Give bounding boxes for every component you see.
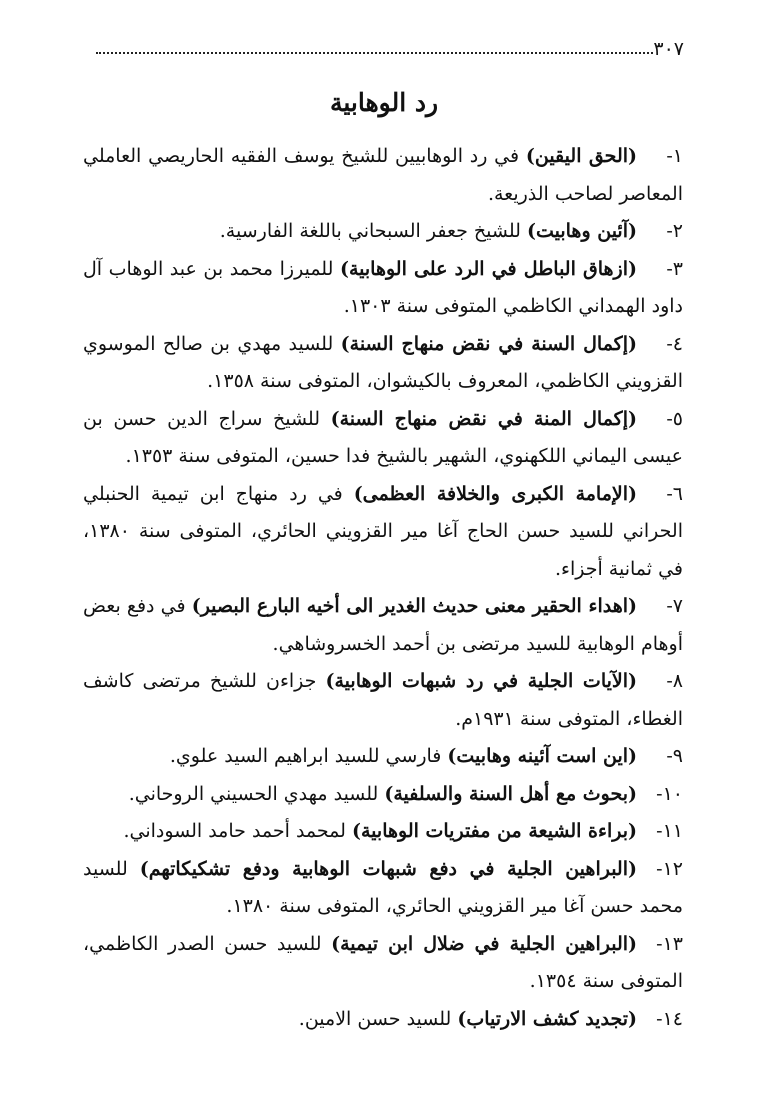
bibliography-entry bbox=[83, 926, 683, 1001]
entry-number: ١٣- bbox=[656, 932, 684, 955]
entry-book-title: (البراهين الجلية في دفع شبهات الوهابية ودفع تشكيكاتهم) bbox=[139, 857, 637, 880]
entry-description: في دفع بعض أوهام الوهابية للسيد مرتضى بن أحمد الخسروشاهي. bbox=[83, 595, 683, 655]
entry-description: في رد الوهابيين للشيخ يوسف الفقيه الحاريصي العاملي المعاصر لصاحب الذريعة. bbox=[83, 145, 683, 205]
entry-number: ٤- bbox=[666, 332, 683, 355]
entry-description: للسيد محمد حسن آغا مير القزويني الحائري، المتوفى سنة ١٣٨٠. bbox=[83, 857, 683, 917]
entry-book-title: (الحق اليقين) bbox=[525, 145, 637, 167]
entry-number: ١٠- bbox=[656, 782, 683, 805]
entry-book-title: (تجديد كشف الارتياب) bbox=[457, 1007, 637, 1030]
header-dotted-rule bbox=[96, 52, 653, 54]
bibliography-list bbox=[83, 138, 683, 1038]
entry-number: ٦- bbox=[666, 482, 683, 505]
entry-description: لمحمد أحمد حامد السوداني. bbox=[123, 820, 352, 842]
entry-number: ٩- bbox=[666, 745, 683, 767]
bibliography-entry bbox=[83, 813, 683, 851]
entry-book-title: (الإمامة الكبرى والخلافة العظمى) bbox=[353, 482, 637, 505]
entry-book-title: (البراهين الجلية في ضلال ابن تيمية) bbox=[331, 932, 638, 955]
bibliography-entry bbox=[83, 326, 683, 401]
entry-book-title: (الآيات الجلية في رد شبهات الوهابية) bbox=[325, 670, 638, 692]
bibliography-entry bbox=[83, 1001, 683, 1039]
bibliography-entry bbox=[83, 588, 683, 663]
entry-description: للسيد مهدي بن صالح الموسوي القزويني الكاظمي، المعروف بالكيشوان، المتوفى سنة ١٣٥٨. bbox=[83, 332, 683, 392]
entry-description: في رد منهاج ابن تيمية الحنبلي الحراني للسيد حسن الحاج آغا مير القزويني الحائري، المتوفى سنة ١٣٨٠، في ثمانية أجزاء. bbox=[83, 482, 683, 580]
entry-description: للسيد حسن الامين. bbox=[298, 1007, 458, 1030]
entry-book-title: (آئين وهابيت) bbox=[526, 220, 637, 242]
page-header bbox=[84, 32, 684, 60]
bibliography-entry bbox=[83, 138, 683, 213]
entry-description: للسيد حسن الصدر الكاظمي، المتوفى سنة ١٣٥٤. bbox=[83, 932, 683, 992]
entry-book-title: (اين است آئينه وهابيت) bbox=[447, 745, 637, 767]
entry-book-title: (بحوث مع أهل السنة والسلفية) bbox=[384, 782, 637, 805]
entry-description: للشيخ جعفر السبحاني باللغة الفارسية. bbox=[219, 220, 527, 242]
entry-book-title: (اهداء الحقير معنى حديث الغدير الى أخيه البارع البصير) bbox=[191, 595, 637, 617]
bibliography-entry bbox=[83, 663, 683, 738]
entry-book-title: (إكمال المنة في نقض منهاج السنة) bbox=[330, 407, 637, 430]
entry-number: ٧- bbox=[666, 595, 683, 617]
entry-description: للسيد مهدي الحسيني الروحاني. bbox=[128, 782, 385, 805]
entry-number: ٥- bbox=[666, 407, 683, 430]
entry-number: ٣- bbox=[666, 257, 683, 280]
entry-book-title: (ازهاق الباطل في الرد على الوهابية) bbox=[339, 257, 637, 280]
entry-number: ٢- bbox=[666, 220, 683, 242]
bibliography-entry bbox=[83, 213, 683, 251]
entry-number: ١١- bbox=[656, 820, 683, 842]
entry-description: فارسي للسيد ابراهيم السيد علوي. bbox=[169, 745, 448, 767]
entry-number: ١٤- bbox=[656, 1007, 683, 1030]
bibliography-entry bbox=[83, 401, 683, 476]
entry-book-title: (براءة الشيعة من مفتريات الوهابية) bbox=[352, 820, 637, 842]
page-number: ٣٠٧ bbox=[653, 38, 684, 60]
entry-number: ١٢- bbox=[656, 857, 683, 880]
section-title: رد الوهابية bbox=[329, 88, 439, 117]
entry-book-title: (إكمال السنة في نقض منهاج السنة) bbox=[340, 332, 637, 355]
bibliography-entry bbox=[83, 476, 683, 589]
entry-number: ٨- bbox=[666, 670, 684, 692]
entry-number: ١- bbox=[666, 145, 683, 167]
entry-description: للشيخ سراج الدين حسن بن عيسى اليماني اللكهنوي، الشهير بالشيخ فدا حسين، المتوفى سنة ١٣٥٣. bbox=[83, 407, 683, 467]
bibliography-entry bbox=[83, 776, 683, 814]
entry-description: جزاءن للشيخ مرتضى كاشف الغطاء، المتوفى سنة ١٩٣١م. bbox=[83, 670, 683, 730]
bibliography-entry bbox=[83, 851, 683, 926]
bibliography-entry bbox=[83, 738, 683, 776]
bibliography-entry bbox=[83, 251, 683, 326]
entry-description: للميرزا محمد بن عبد الوهاب آل داود الهمداني الكاظمي المتوفى سنة ١٣٠٣. bbox=[83, 257, 683, 317]
